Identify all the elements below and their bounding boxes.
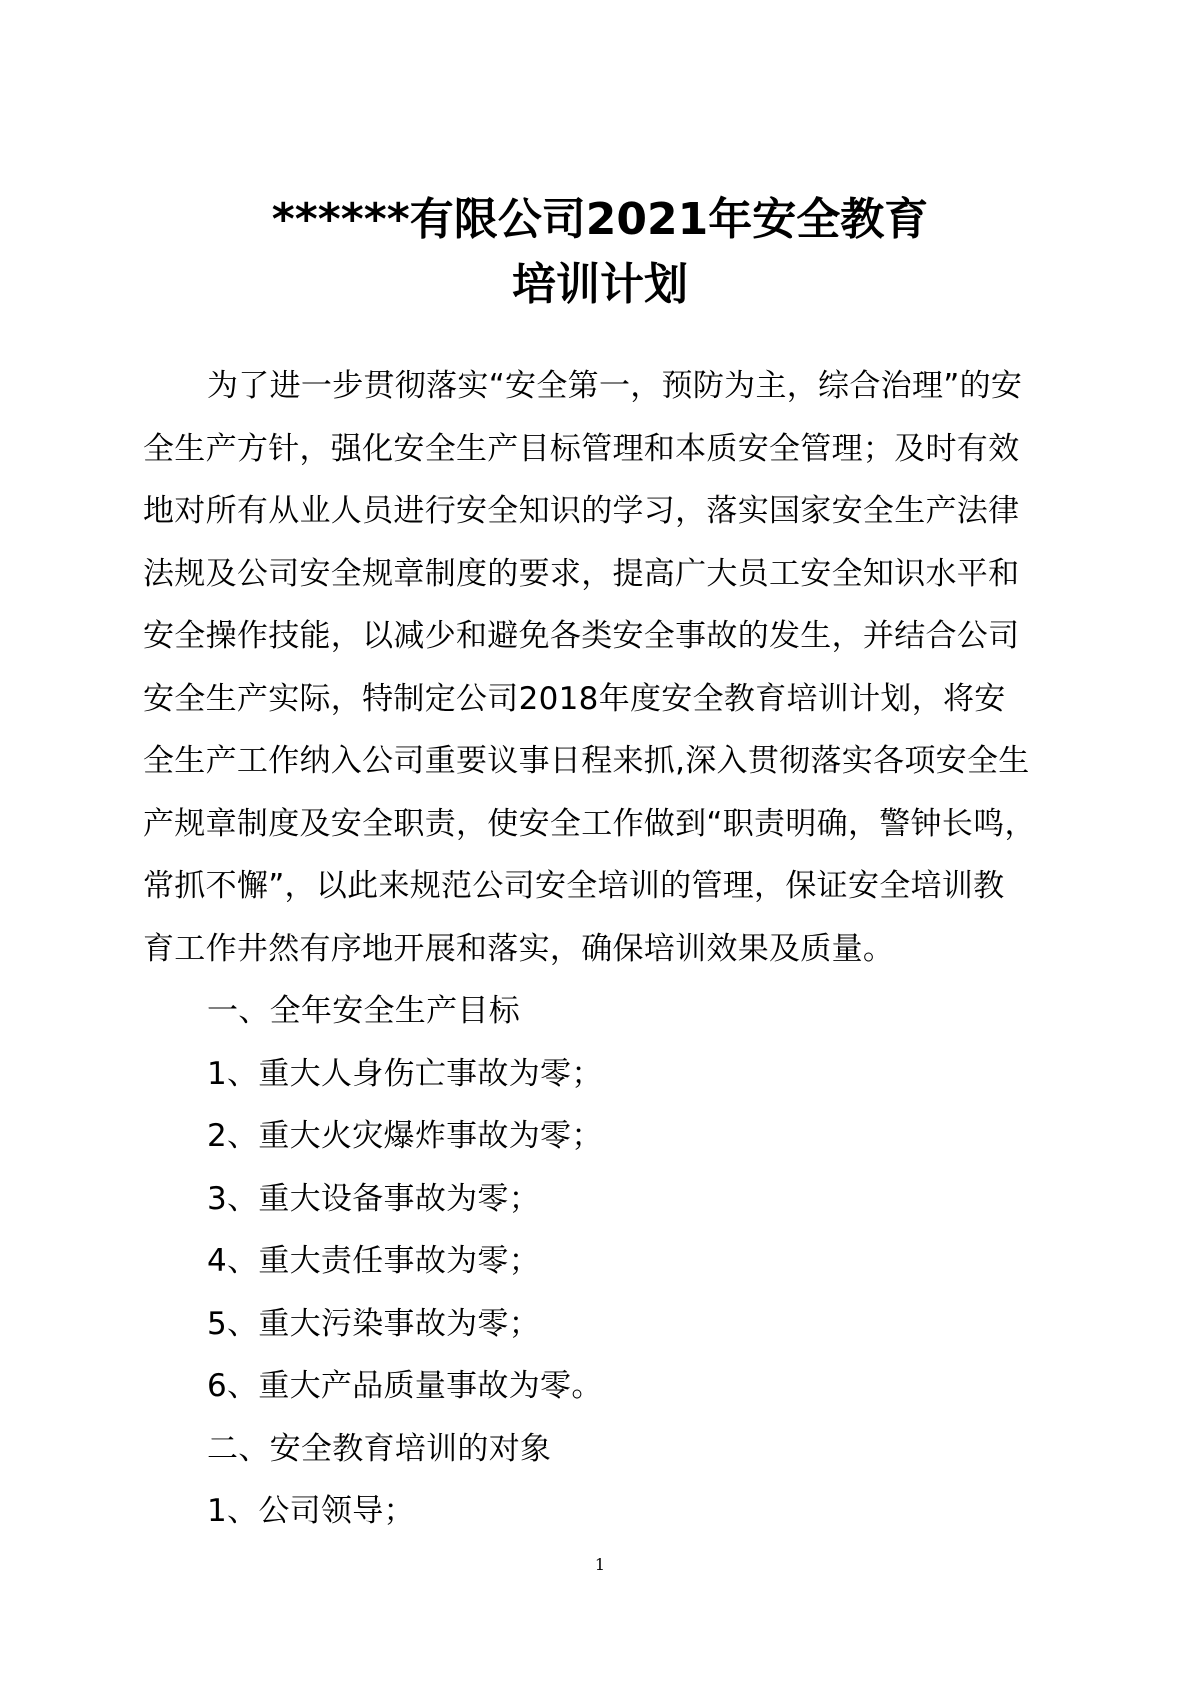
page-number: 1	[594, 1555, 606, 1574]
list-item: 1、公司领导；	[207, 1493, 415, 1529]
document-title-line2: 培训计划	[512, 259, 688, 310]
paragraph-line: 安全生产实际，特制定公司2018年度安全教育培训计划，将安	[143, 680, 1006, 717]
paragraph-line: 产规章制度及安全职责，使安全工作做到“职责明确，警钟长鸣，	[143, 805, 1036, 842]
list-item: 1、重大人身伤亡事故为零；	[207, 1055, 603, 1092]
paragraph-line: 全生产方针，强化安全生产目标管理和本质安全管理；及时有效	[143, 430, 1020, 467]
list-item: 5、重大污染事故为零；	[207, 1305, 541, 1342]
paragraph-line: 地对所有从业人员进行安全知识的学习，落实国家安全生产法律	[143, 493, 1020, 529]
paragraph-line: 安全操作技能，以减少和避免各类安全事故的发生，并结合公司	[143, 618, 1020, 654]
paragraph-line: 法规及公司安全规章制度的要求，提高广大员工安全知识水平和	[143, 555, 1020, 592]
document-body	[143, 355, 1063, 1543]
paragraph-line: 为了进一步贯彻落实“安全第一，预防为主，综合治理”的安	[207, 368, 1023, 404]
paragraph-line: 全生产工作纳入公司重要议事日程来抓,深入贯彻落实各项安全生	[143, 743, 1030, 779]
paragraph-line: 常抓不懈”，以此来规范公司安全培训的管理，保证安全培训教	[143, 868, 1005, 904]
list-item: 4、重大责任事故为零；	[207, 1243, 541, 1279]
list-item: 3、重大设备事故为零；	[207, 1180, 541, 1217]
paragraph-line: 育工作井然有序地开展和落实，确保培训效果及质量。	[143, 930, 895, 967]
section-heading: 一、全年安全生产目标	[207, 993, 520, 1029]
list-item: 2、重大火灾爆炸事故为零；	[207, 1118, 603, 1154]
document-title-line1: ******有限公司2021年安全教育	[271, 194, 929, 245]
section-heading: 二、安全教育培训的对象	[207, 1430, 552, 1467]
list-item: 6、重大产品质量事故为零。	[207, 1368, 603, 1404]
